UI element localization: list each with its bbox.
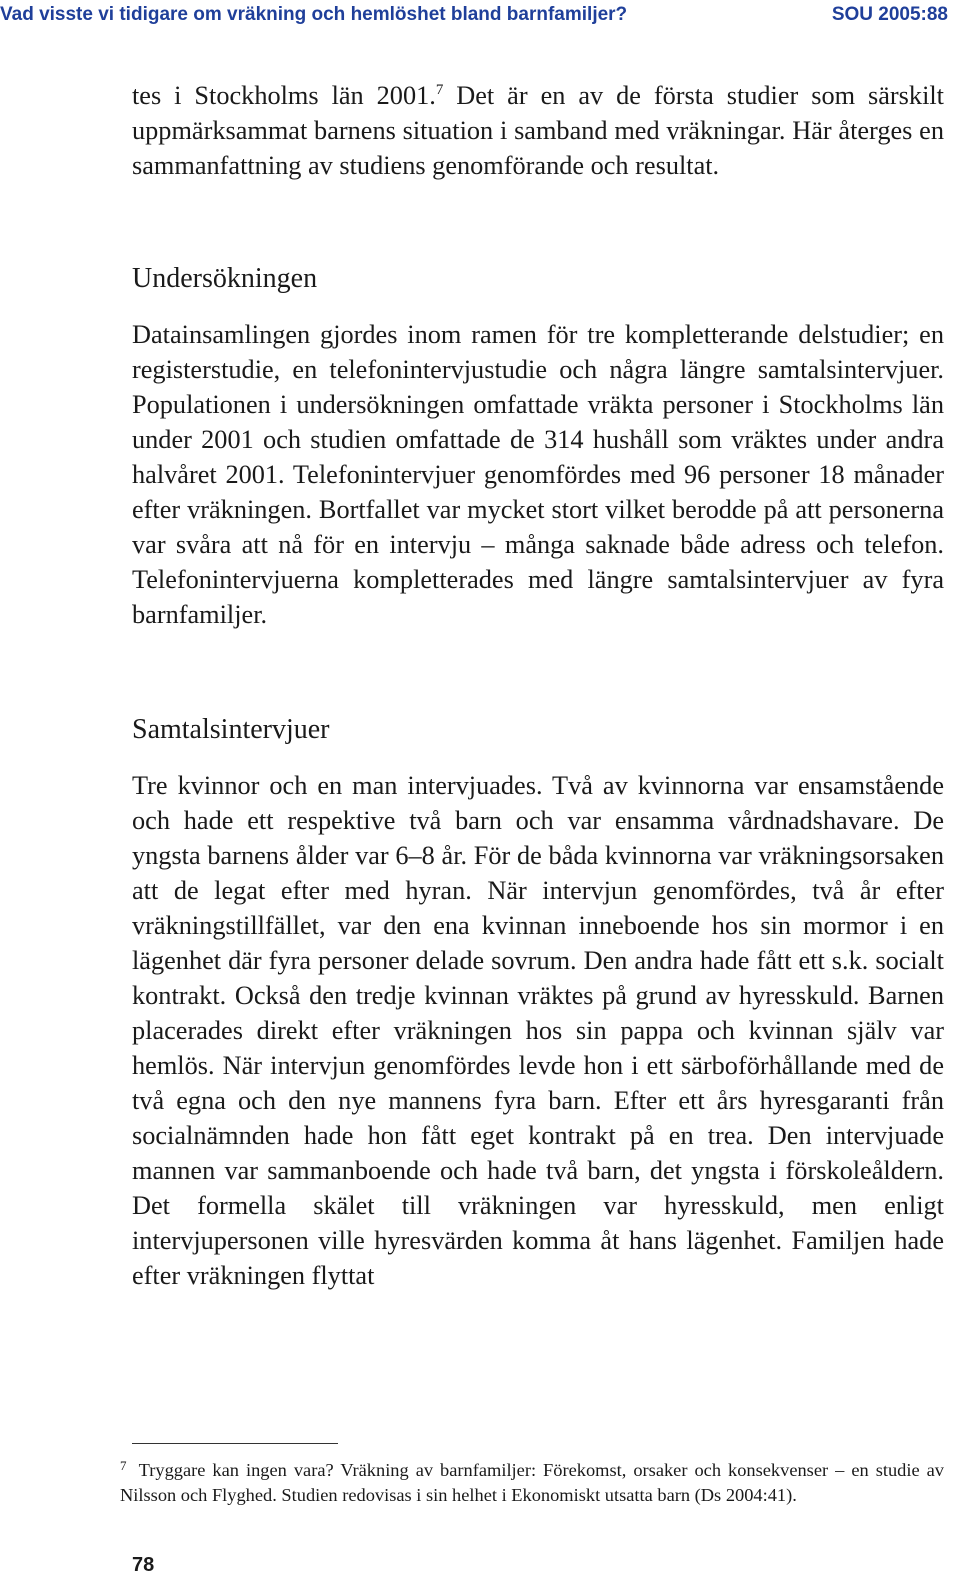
footnote-text: Tryggare kan ingen vara? Vräkning av barnfamiljer: Förekomst, orsaker och konsekvenser – en studie av Nilsson och Flyghed. Studien redovisas i sin helhet i Ekonomiskt utsatta barn (Ds 2004:41). xyxy=(120,1460,944,1505)
section-paragraph-samtalsintervjuer: Tre kvinnor och en man intervjuades. Två av kvinnorna var ensamstående och hade ett respektive två barn och var ensamma vårdnadshavare. De yngsta barnens ålder var 6–8 år. För de båda kvinnorna var vräkningsorsaken att de legat efter med hyran. När intervjun genomfördes, två år efter vräkningstillfället, var den ena kvinnan inneboende hos sin mormor i en lägenhet där fyra personer delade sovrum. Den andra hade fått ett s.k. socialt kontrakt. Också den tredje kvinnan vräktes på grund av hyresskuld. Barnen placerades direkt efter vräkningen hos sin pappa och kvinnan själv var hemlös. När intervjun genomfördes levde hon i ett särboförhållande med de två egna och den nye mannens fyra barn. Efter ett års hyresgaranti från socialnämnden hade hon fått eget kontrakt på en trea. Den intervjuade mannen var sammanboende och hade två barn, det yngsta i förskoleåldern. Det formella skälet till vräkningen var hyresskuld, men enligt intervjupersonen ville hyresvärden komma åt hans lägenhet. Familjen hade efter vräkningen flyttat xyxy=(132,771,944,1290)
intro-text-start: tes i Stockholms län 2001. xyxy=(132,81,436,110)
running-header xyxy=(0,4,948,34)
body-text xyxy=(132,78,944,1293)
intro-paragraph xyxy=(132,78,944,183)
footnote-divider xyxy=(132,1443,338,1444)
section-heading-samtalsintervjuer: Samtalsintervjuer xyxy=(132,714,330,745)
intro-text-end: Det är en av de första studier som särskilt uppmärksammat barnens situation i samband med vräkningar. Här återges en sammanfattning av studiens genomförande och resultat. xyxy=(132,81,944,180)
footnote: 7 Tryggare kan ingen vara? Vräkning av barnfamiljer: Förekomst, orsaker och konsekvenser – en studie av Nilsson och Flyghed. Studien redovisas i sin helhet i Ekonomiskt utsatta barn (Ds 2004:41). xyxy=(120,1458,944,1505)
footnote-reference: 7 xyxy=(435,82,444,98)
report-number: SOU 2005:88 xyxy=(831,4,948,25)
page-number: 78 xyxy=(132,1554,155,1576)
section-heading-undersokningen: Undersökningen xyxy=(132,263,318,294)
document-title: Vad visste vi tidigare om vräkning och hemlöshet bland barnfamiljer? xyxy=(0,4,628,25)
section-paragraph-undersokningen: Datainsamlingen gjordes inom ramen för tre kompletterande delstudier; en registerstudie, en telefonintervjustudie och några längre samtalsintervjuer. Populationen i undersökningen omfattade vräkta personer i Stockholms län under 2001 och studien omfattade de 314 hushåll som vräktes under andra halvåret 2001. Telefonintervjuer genomfördes med 96 personer 18 månader efter vräkningen. Bortfallet var mycket stort vilket berodde på att personerna var svåra att nå för en intervju – många saknade både adress och telefon. Telefonintervjuerna kompletterades med längre samtalsintervjuer av fyra barnfamiljer. xyxy=(132,320,944,629)
